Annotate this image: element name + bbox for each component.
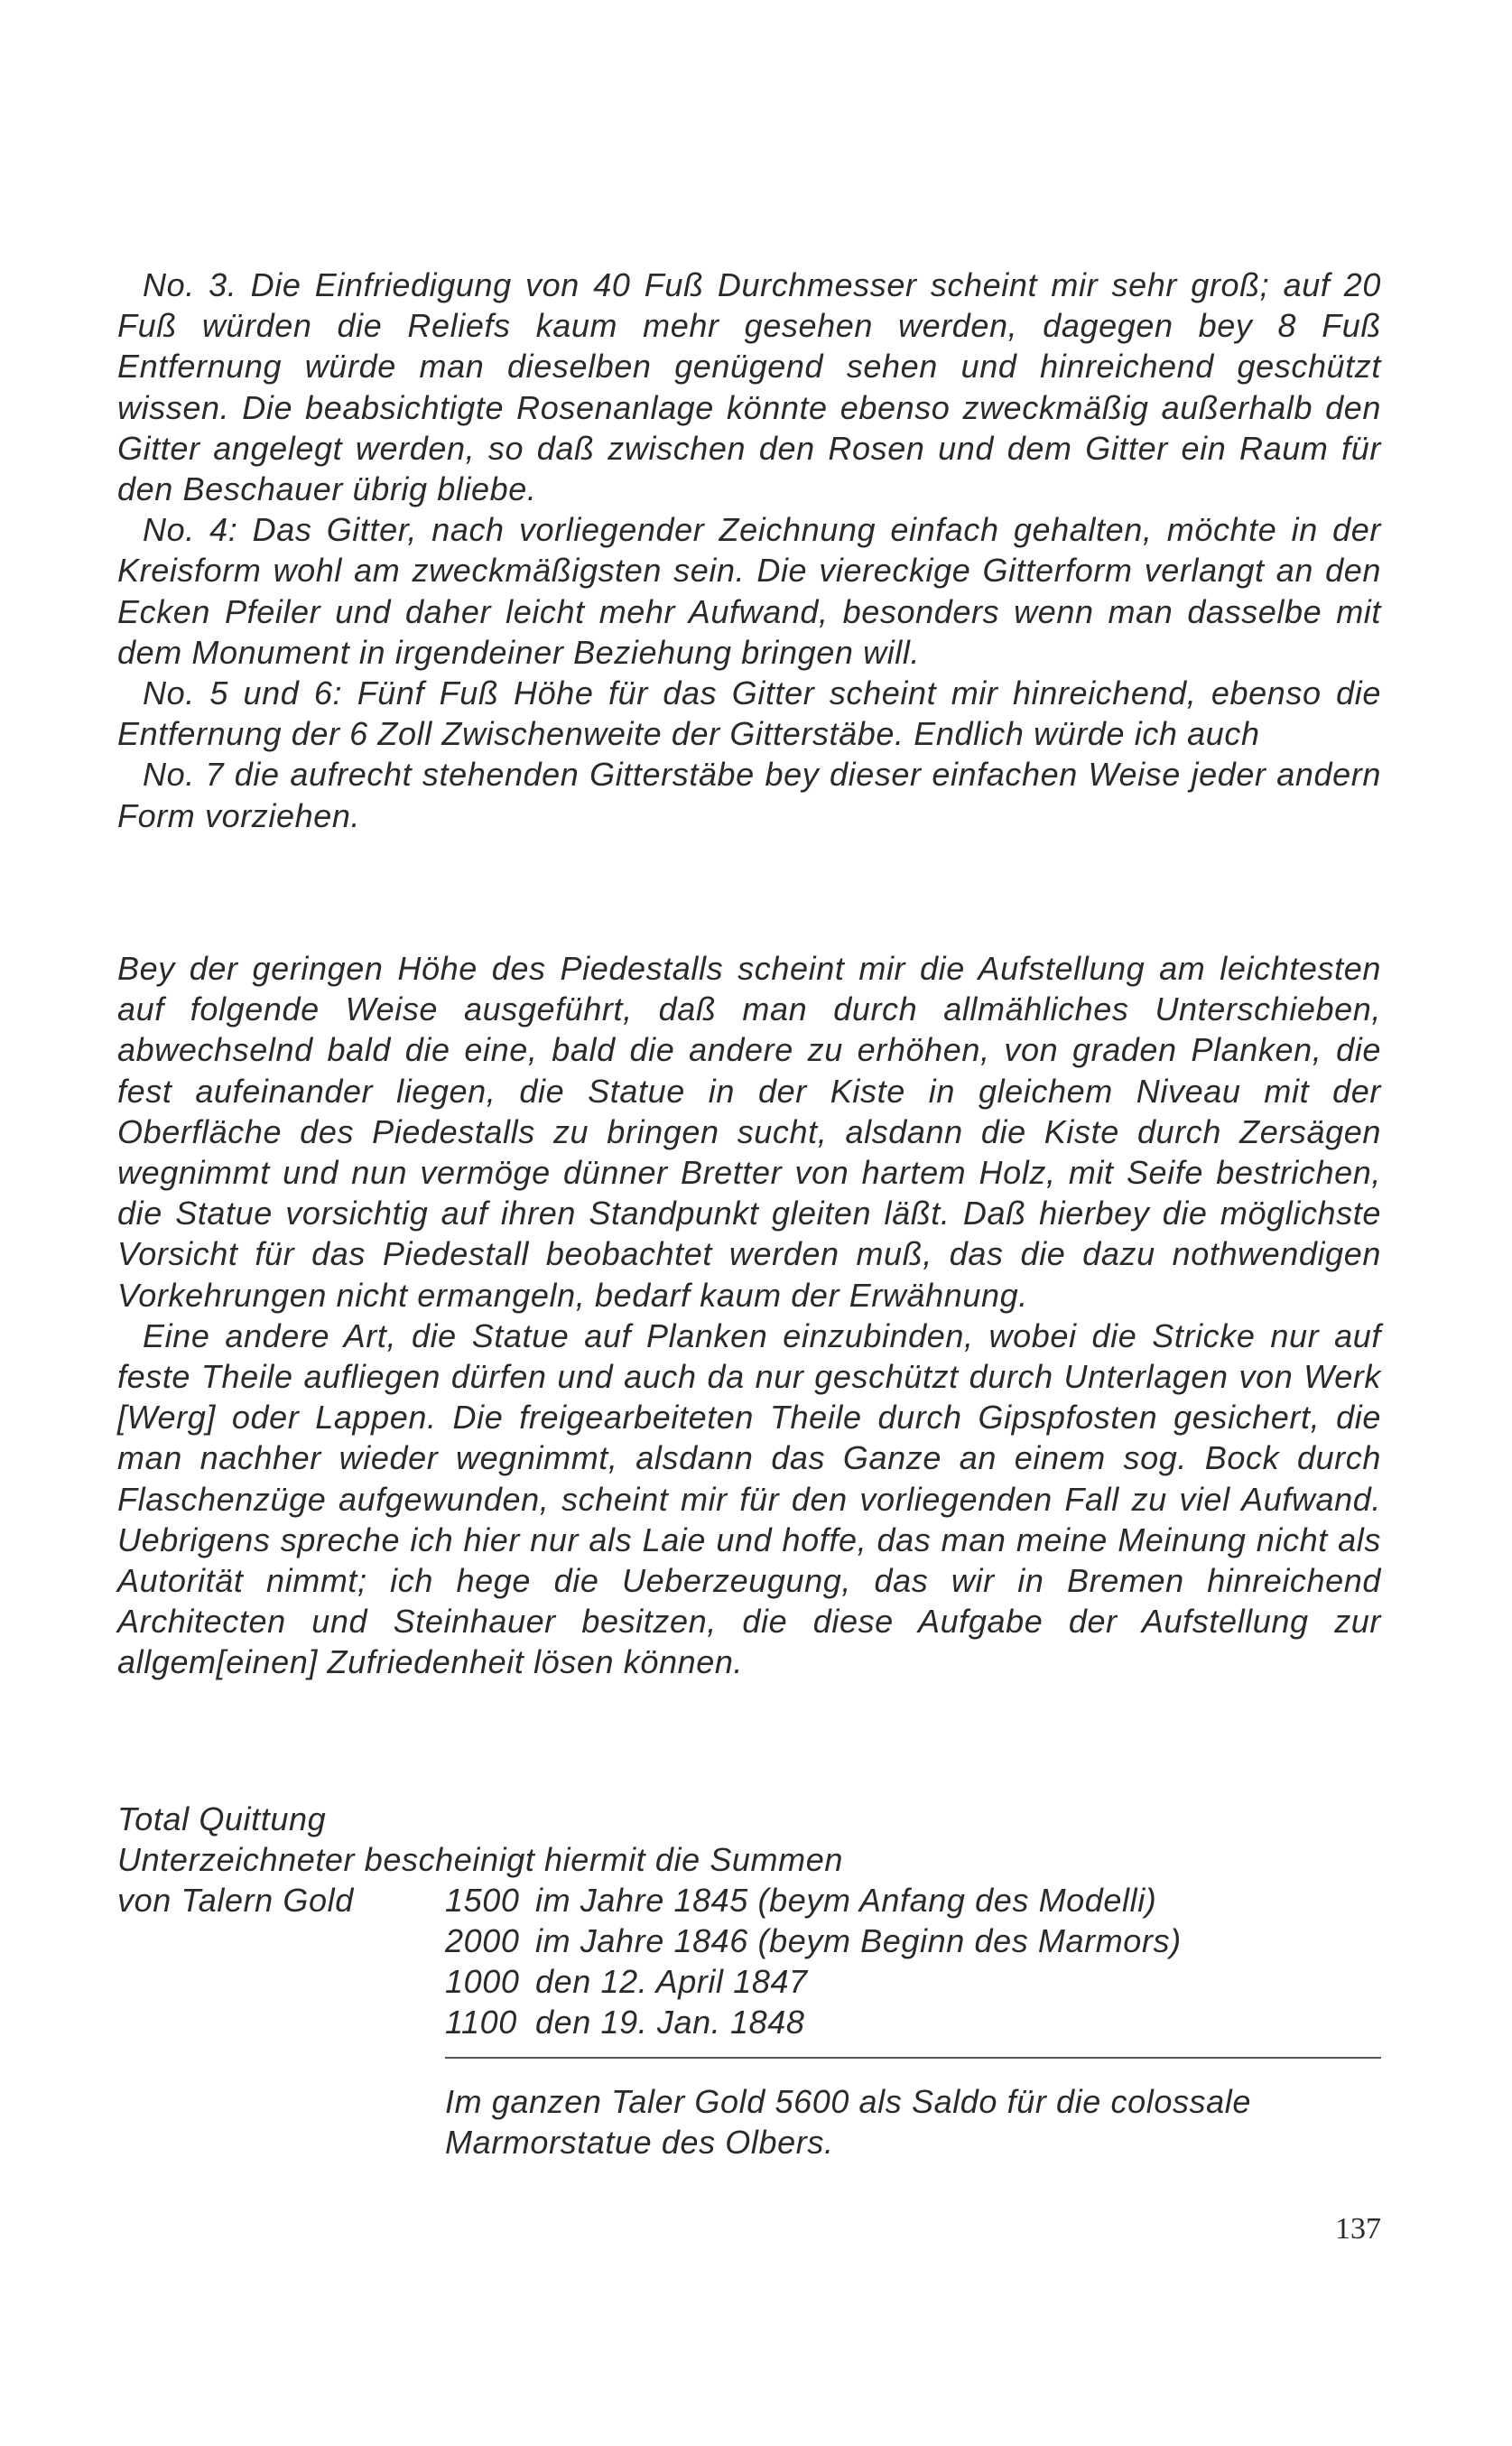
quittung-row bbox=[117, 2002, 1381, 2042]
paragraph-no-5-6: No. 5 und 6: Fünf Fuß Höhe für das Gitter scheint mir hinreichend, ebenso die Entfernung der 6 Zoll Zwischenweite der Gitterstäbe. Endlich würde ich auch bbox=[117, 674, 1381, 753]
quittung-row bbox=[117, 1961, 1381, 2002]
quittung-total bbox=[445, 2081, 1381, 2162]
sum-divider bbox=[445, 2057, 1381, 2059]
page-number: 137 bbox=[1335, 2212, 1381, 2246]
quittung-row bbox=[117, 1880, 1381, 1921]
paragraph-group-gitter bbox=[117, 265, 1381, 836]
quittung-amount: 1000 bbox=[445, 1963, 520, 2000]
total-line: Im ganzen Taler Gold 5600 als Saldo für die colossale bbox=[445, 2083, 1251, 2120]
quittung-amount: 1100 bbox=[445, 2004, 517, 2041]
quittung-text: im Jahre 1845 (beym Anfang des Modelli) bbox=[535, 1882, 1157, 1919]
paragraph-andere-art: Eine andere Art, die Statue auf Planken einzubinden, wobei die Stricke nur auf feste Theile aufliegen dürfen und auch da nur geschützt durch Unterlagen von Werk [Werg] oder Lappen. Die freigearbeiteten Theile durch Gipspfosten gesichert, die man nachher wieder wegnimmt, alsdann das Ganze an einem sog. Bock durch Flaschenzüge aufgewunden, scheint mir für den vorliegenden Fall zu viel Aufwand. Uebrigens spreche ich hier nur als Laie und hoffe, das man meine Meinung nicht als Autorität nimmt; ich hege die Ueberzeugung, das wir in Bremen hinreichend Architecten und Steinhauer besitzen, die diese Aufgabe der Aufstellung zur allgem[einen] Zufriedenheit lösen können. bbox=[117, 1316, 1381, 1681]
quittung-row bbox=[117, 1921, 1381, 1961]
paragraph-group-aufstellung bbox=[117, 948, 1381, 1683]
paragraph-no-3: No. 3. Die Einfriedigung von 40 Fuß Durchmesser scheint mir sehr groß; auf 20 Fuß würden die Reliefs kaum mehr gesehen werden, dagegen bey 8 Fuß Entfernung würde man dieselben genügend sehen und hinreichend geschützt wissen. Die beabsichtigte Rosenanlage könnte ebenso zweckmäßig außerhalb den Gitter angelegt werden, so daß zwischen den Rosen und dem Gitter ein Raum für den Beschauer übrig bliebe. bbox=[117, 266, 1381, 508]
paragraph-no-7: No. 7 die aufrecht stehenden Gitterstäbe bey dieser einfachen Weise jeder andern Form vorziehen. bbox=[117, 756, 1381, 834]
quittung-lead: von Talern Gold bbox=[117, 1882, 354, 1919]
quittung-text: den 12. April 1847 bbox=[535, 1963, 808, 2000]
quittung-title: Total Quittung bbox=[117, 1800, 327, 1837]
total-line: Marmorstatue des Olbers. bbox=[445, 2124, 834, 2161]
quittung-amount: 2000 bbox=[445, 1922, 520, 1959]
paragraph-aufstellung: Bey der geringen Höhe des Piedestalls scheint mir die Aufstellung am leichtesten auf folgende Weise ausgeführt, daß man durch allmähliches Unterschieben, abwechselnd bald die eine, bald die andere zu erhöhen, von graden Planken, die fest aufeinander liegen, die Statue in der Kiste in gleichem Niveau mit der Oberfläche des Piedestalls zu bringen sucht, alsdann die Kiste durch Zersägen wegnimmt und nun vermöge dünner Bretter von hartem Holz, mit Seife bestrichen, die Statue vorsichtig auf ihren Standpunkt gleiten läßt. Daß hierbey die möglichste Vorsicht für das Piedestall beobachtet werden muß, das die dazu nothwendigen Vorkehrungen nicht ermangeln, bedarf kaum der Erwähnung. bbox=[117, 950, 1381, 1314]
paragraph-no-4: No. 4: Das Gitter, nach vorliegender Zeichnung einfach gehalten, möchte in der Kreisform wohl am zweckmäßigsten sein. Die viereckige Gitterform verlangt an den Ecken Pfeiler und daher leicht mehr Aufwand, besonders wenn man dasselbe mit dem Monument in irgendeiner Beziehung bringen will. bbox=[117, 511, 1381, 671]
quittung-text: im Jahre 1846 (beym Beginn des Marmors) bbox=[535, 1922, 1182, 1959]
quittung-amount: 1500 bbox=[445, 1882, 520, 1919]
quittung-text: den 19. Jan. 1848 bbox=[535, 2004, 805, 2041]
quittung-block bbox=[117, 1799, 1381, 2042]
quittung-intro: Unterzeichneter bescheinigt hiermit die Summen bbox=[117, 1841, 843, 1878]
